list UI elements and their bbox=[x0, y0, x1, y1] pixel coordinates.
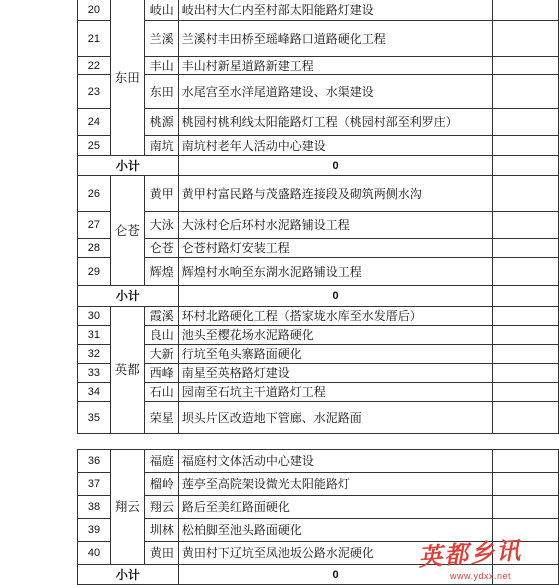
row-number: 22 bbox=[78, 57, 111, 75]
project-cell: 福庭村文体活动中心建设 bbox=[178, 450, 492, 473]
town-cell: 东田 bbox=[110, 0, 144, 156]
village-cell: 良山 bbox=[144, 326, 178, 345]
row-number: 24 bbox=[78, 109, 111, 136]
village-cell: 仑苍 bbox=[144, 239, 178, 258]
village-cell: 辉煌 bbox=[144, 258, 178, 286]
project-cell: 丰山村新星道路新建工程 bbox=[178, 57, 493, 75]
project-cell: 池头至樱花场水泥路硬化 bbox=[178, 326, 493, 345]
subtotal-row bbox=[78, 156, 559, 176]
project-cell: 辉煌村水响至东湖水泥路铺设工程 bbox=[178, 258, 493, 286]
village-cell: 南坑 bbox=[144, 136, 178, 156]
table-row bbox=[78, 383, 559, 402]
row-number: 29 bbox=[78, 258, 111, 286]
amount-cell bbox=[493, 57, 559, 75]
project-cell: 岐出村大仁内至村部太阳能路灯建设 bbox=[178, 0, 493, 21]
town-cell: 翔云 bbox=[110, 450, 144, 565]
village-cell: 霞溪 bbox=[144, 307, 178, 326]
amount-cell bbox=[493, 326, 559, 345]
table-row bbox=[78, 21, 559, 57]
village-cell: 桃源 bbox=[144, 109, 178, 136]
project-cell: 桃园村桃利线太阳能路灯工程（桃园村部至利罗庄） bbox=[178, 109, 493, 136]
town-cell: 仑苍 bbox=[110, 176, 144, 286]
village-cell: 圳林 bbox=[144, 519, 178, 542]
amount-cell bbox=[493, 176, 559, 212]
table-row bbox=[78, 212, 559, 239]
table-row bbox=[78, 239, 559, 258]
village-cell: 荣星 bbox=[144, 402, 178, 434]
row-number: 27 bbox=[78, 212, 111, 239]
row-number: 40 bbox=[78, 542, 111, 565]
amount-cell bbox=[493, 21, 559, 57]
table-row bbox=[78, 402, 559, 434]
row-number: 21 bbox=[78, 21, 111, 57]
table-row bbox=[78, 176, 559, 212]
project-cell: 兰溪村丰田桥至瑶峰路口道路硬化工程 bbox=[178, 21, 493, 57]
project-cell: 水尾宫至水洋尾道路建设、水渠建设 bbox=[178, 75, 493, 109]
project-cell: 仑苍村路灯安装工程 bbox=[178, 239, 493, 258]
table-row bbox=[78, 473, 559, 496]
row-number: 36 bbox=[78, 450, 111, 473]
table-row bbox=[78, 258, 559, 286]
subtotal-value: 0 bbox=[178, 286, 493, 307]
project-cell: 黄田村下辽坑至凤池坂公路水泥硬化 bbox=[178, 542, 492, 565]
amount-cell bbox=[493, 345, 559, 364]
subtotal-row bbox=[78, 286, 559, 307]
village-cell: 大新 bbox=[144, 345, 178, 364]
row-number: 25 bbox=[78, 136, 111, 156]
subtotal-value: 0 bbox=[178, 565, 492, 585]
project-cell: 南星至英格路灯建设 bbox=[178, 364, 493, 383]
village-cell: 大泳 bbox=[144, 212, 178, 239]
village-cell: 黄甲 bbox=[144, 176, 178, 212]
amount-cell bbox=[493, 258, 559, 286]
amount-cell bbox=[493, 286, 559, 307]
table-row bbox=[78, 326, 559, 345]
village-cell: 西峰 bbox=[144, 364, 178, 383]
amount-cell bbox=[493, 473, 559, 496]
watermark-logo: 英都乡讯 bbox=[417, 535, 524, 572]
row-number: 23 bbox=[78, 75, 111, 109]
project-cell: 园南至石坑主干道路灯工程 bbox=[178, 383, 493, 402]
amount-cell bbox=[493, 450, 559, 473]
village-cell: 榴岭 bbox=[144, 473, 178, 496]
subtotal-value: 0 bbox=[178, 156, 493, 176]
amount-cell bbox=[493, 239, 559, 258]
project-cell: 路后至美红路面硬化 bbox=[178, 496, 492, 519]
table-row bbox=[78, 57, 559, 75]
project-cell: 环村北路硬化工程（搭家垅水库至水发厝后） bbox=[178, 307, 493, 326]
amount-cell bbox=[493, 212, 559, 239]
project-cell: 行坑至龟头寨路面硬化 bbox=[178, 345, 493, 364]
amount-cell bbox=[493, 364, 559, 383]
table-row bbox=[78, 75, 559, 109]
amount-cell bbox=[493, 496, 559, 519]
table-row bbox=[78, 345, 559, 364]
town-cell: 英都 bbox=[110, 307, 144, 434]
village-cell: 石山 bbox=[144, 383, 178, 402]
village-cell: 翔云 bbox=[144, 496, 178, 519]
project-cell: 松柏脚至池头路面硬化 bbox=[178, 519, 492, 542]
project-cell: 大泳村仑后环村水泥路铺设工程 bbox=[178, 212, 493, 239]
village-cell: 黄田 bbox=[144, 542, 178, 565]
amount-cell bbox=[493, 109, 559, 136]
row-number: 26 bbox=[78, 176, 111, 212]
table-row bbox=[78, 364, 559, 383]
row-number: 30 bbox=[78, 307, 111, 326]
amount-cell bbox=[493, 136, 559, 156]
subtotal-label: 小计 bbox=[78, 286, 179, 307]
project-cell: 黄甲村富民路与茂盛路连接段及砌筑两侧水沟 bbox=[178, 176, 493, 212]
subtotal-label: 小计 bbox=[78, 565, 179, 585]
row-number: 35 bbox=[78, 402, 111, 434]
row-number: 33 bbox=[78, 364, 111, 383]
village-cell: 福庭 bbox=[144, 450, 178, 473]
table-row bbox=[78, 136, 559, 156]
row-number: 28 bbox=[78, 239, 111, 258]
table-row bbox=[78, 496, 559, 519]
village-cell: 兰溪 bbox=[144, 21, 178, 57]
table-row bbox=[78, 109, 559, 136]
project-cell: 莲亭至高院架设微光太阳能路灯 bbox=[178, 473, 492, 496]
amount-cell bbox=[493, 402, 559, 434]
table-row bbox=[78, 450, 559, 473]
row-number: 20 bbox=[78, 0, 111, 21]
watermark-url: www.ydxx.net bbox=[450, 571, 512, 581]
project-cell: 坝头片区改造地下管廊、水泥路面 bbox=[178, 402, 493, 434]
village-cell: 丰山 bbox=[144, 57, 178, 75]
table-row bbox=[78, 0, 559, 21]
amount-cell bbox=[493, 75, 559, 109]
table-row bbox=[78, 307, 559, 326]
row-number: 38 bbox=[78, 496, 111, 519]
village-cell: 岐山 bbox=[144, 0, 178, 21]
amount-cell bbox=[493, 156, 559, 176]
village-cell: 东田 bbox=[144, 75, 178, 109]
subtotal-label: 小计 bbox=[78, 156, 179, 176]
row-number: 37 bbox=[78, 473, 111, 496]
project-table-top bbox=[77, 0, 559, 434]
row-number: 34 bbox=[78, 383, 111, 402]
project-cell: 南坑村老年人活动中心建设 bbox=[178, 136, 493, 156]
row-number: 32 bbox=[78, 345, 111, 364]
amount-cell bbox=[493, 383, 559, 402]
row-number: 31 bbox=[78, 326, 111, 345]
amount-cell bbox=[493, 0, 559, 21]
amount-cell bbox=[493, 307, 559, 326]
row-number: 39 bbox=[78, 519, 111, 542]
